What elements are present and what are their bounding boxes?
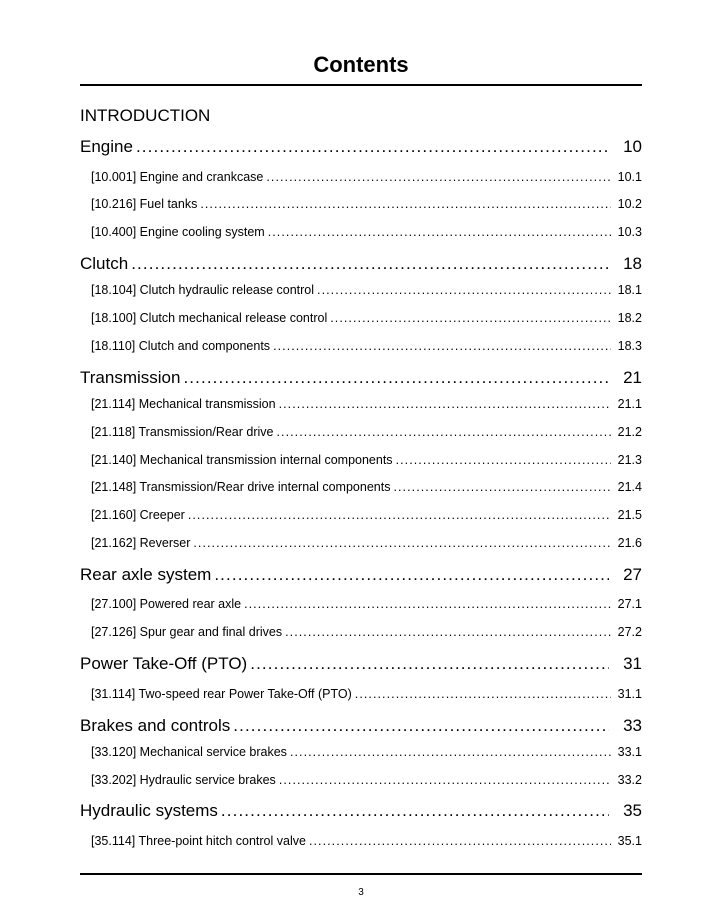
dot-leader xyxy=(330,310,611,326)
section-page-number: 27.1 xyxy=(617,597,642,611)
chapter-title: Rear axle system xyxy=(80,565,212,584)
dot-leader xyxy=(193,535,611,551)
section-title: [10.216] Fuel tanks xyxy=(91,197,198,211)
toc-introduction[interactable]: INTRODUCTION xyxy=(80,106,211,125)
toc-section-entry[interactable] xyxy=(91,535,642,551)
toc-section-entry[interactable] xyxy=(91,624,642,640)
dot-leader xyxy=(233,716,609,736)
toc-chapter-entry[interactable] xyxy=(80,137,642,157)
section-page-number: 33.1 xyxy=(617,745,642,759)
dot-leader xyxy=(277,424,612,440)
section-title: [31.114] Two-speed rear Power Take-Off (PTO) xyxy=(91,687,352,701)
toc-section-entry[interactable] xyxy=(91,338,642,354)
dot-leader xyxy=(393,479,611,495)
section-title: [21.148] Transmission/Rear drive internal components xyxy=(91,480,391,494)
dot-leader xyxy=(183,368,609,388)
section-title: [33.202] Hydraulic service brakes xyxy=(91,773,276,787)
dot-leader xyxy=(273,338,611,354)
toc-chapter-entry[interactable] xyxy=(80,716,642,736)
section-title: [10.400] Engine cooling system xyxy=(91,225,265,239)
chapter-page-number: 10 xyxy=(623,137,642,156)
toc-chapter-entry[interactable] xyxy=(80,801,642,821)
chapter-page-number: 27 xyxy=(623,565,642,584)
section-page-number: 21.5 xyxy=(617,508,642,522)
section-page-number: 18.2 xyxy=(617,311,642,325)
dot-leader xyxy=(309,833,611,849)
dot-leader xyxy=(355,686,611,702)
section-page-number: 21.6 xyxy=(617,536,642,550)
dot-leader xyxy=(221,801,609,821)
toc-section-entry[interactable] xyxy=(91,686,642,702)
chapter-title: Brakes and controls xyxy=(80,716,231,735)
section-page-number: 10.2 xyxy=(617,197,642,211)
toc-section-entry[interactable] xyxy=(91,772,642,788)
section-title: [18.110] Clutch and components xyxy=(91,339,271,353)
dot-leader xyxy=(279,396,611,412)
toc-section-entry[interactable] xyxy=(91,424,642,440)
dot-leader xyxy=(396,452,611,468)
section-title: [21.140] Mechanical transmission internal components xyxy=(91,453,393,467)
dot-leader xyxy=(214,565,609,585)
section-page-number: 18.1 xyxy=(617,283,642,297)
toc-chapter-entry[interactable] xyxy=(80,565,642,585)
toc-section-entry[interactable] xyxy=(91,833,642,849)
section-page-number: 21.2 xyxy=(617,425,642,439)
section-page-number: 21.3 xyxy=(617,453,642,467)
toc-chapter-entry[interactable] xyxy=(80,368,642,388)
dot-leader xyxy=(136,137,609,157)
toc-section-entry[interactable] xyxy=(91,282,642,298)
chapter-title: Hydraulic systems xyxy=(80,801,218,820)
chapter-page-number: 35 xyxy=(623,801,642,820)
dot-leader xyxy=(131,254,609,274)
section-title: [27.126] Spur gear and final drives xyxy=(91,625,283,639)
chapter-title: Clutch xyxy=(80,254,129,273)
section-title: [33.120] Mechanical service brakes xyxy=(91,745,287,759)
top-divider xyxy=(80,84,642,86)
chapter-title: Power Take-Off (PTO) xyxy=(80,654,248,673)
toc-chapter-entry[interactable] xyxy=(80,654,642,674)
section-title: [18.104] Clutch hydraulic release control xyxy=(91,283,315,297)
section-title: [21.118] Transmission/Rear drive xyxy=(91,425,274,439)
section-page-number: 18.3 xyxy=(617,339,642,353)
dot-leader xyxy=(200,196,611,212)
section-page-number: 21.1 xyxy=(617,397,642,411)
toc-section-entry[interactable] xyxy=(91,169,642,185)
section-title: [18.100] Clutch mechanical release control xyxy=(91,311,328,325)
section-title: [10.001] Engine and crankcase xyxy=(91,170,264,184)
dot-leader xyxy=(250,654,609,674)
toc-section-entry[interactable] xyxy=(91,452,642,468)
toc-section-entry[interactable] xyxy=(91,310,642,326)
toc-section-entry[interactable] xyxy=(91,479,642,495)
dot-leader xyxy=(285,624,611,640)
section-title: [21.162] Reverser xyxy=(91,536,191,550)
toc-section-entry[interactable] xyxy=(91,396,642,412)
section-page-number: 35.1 xyxy=(617,834,642,848)
chapter-page-number: 33 xyxy=(623,716,642,735)
section-title: [21.114] Mechanical transmission xyxy=(91,397,276,411)
section-page-number: 10.1 xyxy=(617,170,642,184)
toc-section-entry[interactable] xyxy=(91,744,642,760)
section-title: [21.160] Creeper xyxy=(91,508,185,522)
dot-leader xyxy=(188,507,611,523)
chapter-title: Transmission xyxy=(80,368,181,387)
toc-section-entry[interactable] xyxy=(91,596,642,612)
chapter-title: Engine xyxy=(80,137,133,156)
dot-leader xyxy=(279,772,611,788)
section-page-number: 21.4 xyxy=(617,480,642,494)
chapter-page-number: 31 xyxy=(623,654,642,673)
dot-leader xyxy=(290,744,611,760)
section-page-number: 10.3 xyxy=(617,225,642,239)
page-title: Contents xyxy=(313,52,409,77)
dot-leader xyxy=(268,224,611,240)
toc-section-entry[interactable] xyxy=(91,224,642,240)
toc-chapter-entry[interactable] xyxy=(80,254,642,274)
dot-leader xyxy=(266,169,611,185)
section-page-number: 27.2 xyxy=(617,625,642,639)
section-title: [27.100] Powered rear axle xyxy=(91,597,242,611)
bottom-divider xyxy=(80,873,642,875)
chapter-page-number: 21 xyxy=(623,368,642,387)
toc-section-entry[interactable] xyxy=(91,196,642,212)
toc-section-entry[interactable] xyxy=(91,507,642,523)
page-number: 3 xyxy=(358,887,364,898)
dot-leader xyxy=(317,282,611,298)
section-page-number: 33.2 xyxy=(617,773,642,787)
dot-leader xyxy=(244,596,611,612)
chapter-page-number: 18 xyxy=(623,254,642,273)
section-page-number: 31.1 xyxy=(617,687,642,701)
section-title: [35.114] Three-point hitch control valve xyxy=(91,834,306,848)
